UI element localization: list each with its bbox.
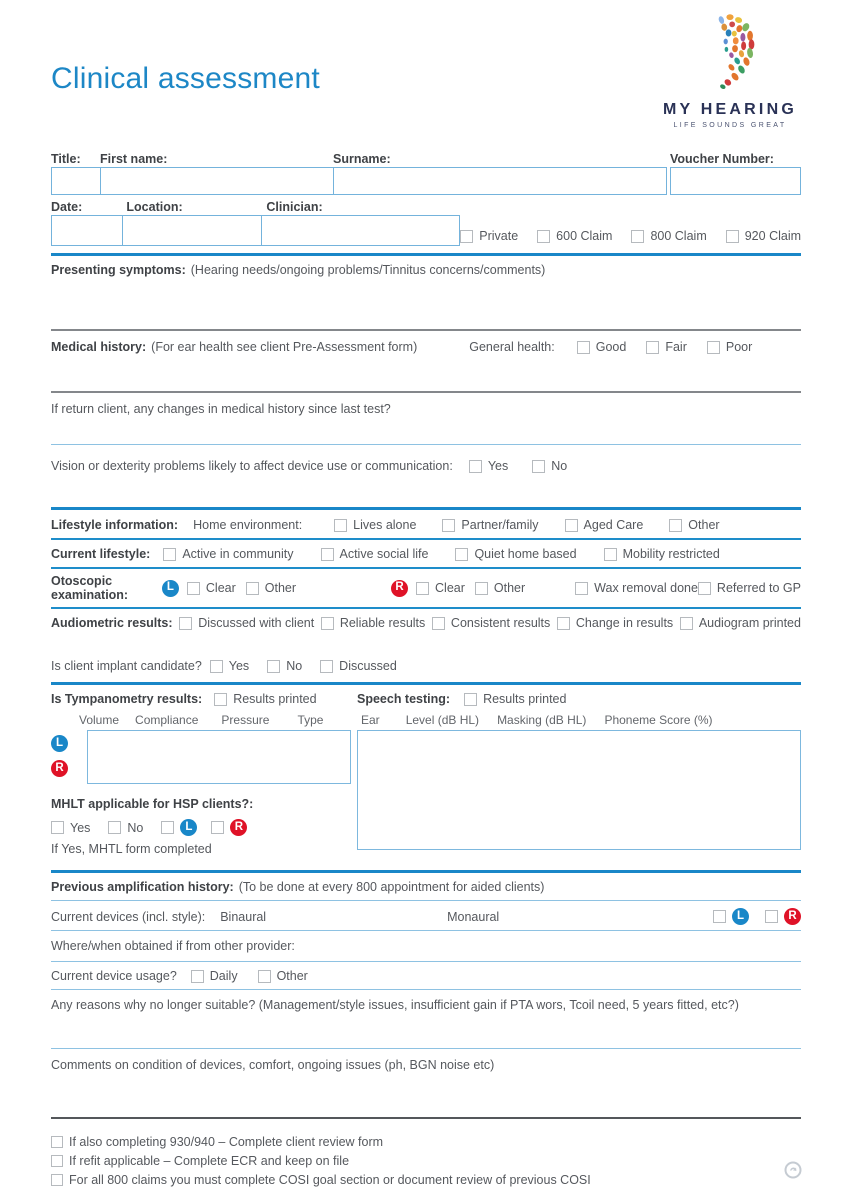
- section-divider: [51, 391, 801, 393]
- quiet-home-option[interactable]: [455, 547, 576, 561]
- page-title: Clinical assessment: [51, 62, 320, 95]
- consistent-results-label: Consistent results: [450, 616, 551, 630]
- footer-cosi-checkbox[interactable]: [51, 1174, 63, 1186]
- audiogram-printed-option[interactable]: [680, 616, 801, 630]
- claim-private-option[interactable]: [460, 229, 518, 243]
- where-obtained-label: Where/when obtained if from other provider:: [51, 939, 295, 953]
- otoscopic-left-clear-label: Clear: [205, 581, 236, 595]
- general-health-good-option[interactable]: [577, 340, 627, 354]
- claim-type-group: [460, 200, 801, 246]
- general-health-fair-option[interactable]: [646, 340, 687, 354]
- usage-daily-label: Daily: [209, 969, 238, 983]
- footer-refit-label: If refit applicable – Complete ECR and keep on file: [69, 1154, 350, 1168]
- discussed-client-option[interactable]: [179, 616, 314, 630]
- partner-family-label: Partner/family: [461, 518, 539, 532]
- phoneme-col-header: Phoneme Score (%): [604, 713, 713, 727]
- mhlt-left-checkbox[interactable]: [161, 821, 174, 834]
- section-divider: [51, 567, 801, 569]
- mhlt-yes-checkbox[interactable]: [51, 821, 64, 834]
- current-lifestyle-row: [51, 547, 801, 561]
- tympanometry-results-box[interactable]: [87, 730, 351, 784]
- mhlt-yes-option[interactable]: [51, 821, 90, 835]
- tympanometry-label: Is Tympanometry results:: [51, 692, 203, 706]
- medical-history-label: Medical history:: [51, 340, 147, 354]
- claim-920-label: 920 Claim: [744, 229, 802, 243]
- otoscopic-right-clear-checkbox[interactable]: [416, 582, 429, 595]
- speech-column: [357, 692, 801, 856]
- monaural-label: Monaural: [447, 909, 500, 924]
- voucher-label: Voucher Number:: [670, 152, 774, 166]
- amplification-label: Previous amplification history:: [51, 880, 234, 894]
- claim-600-checkbox[interactable]: [537, 230, 550, 243]
- tympanometry-header-row: [51, 692, 351, 706]
- tympanometry-columns-row: [51, 713, 351, 727]
- mhlt-no-checkbox[interactable]: [108, 821, 121, 834]
- vision-question: Vision or dexterity problems likely to affect device use or communication:: [51, 459, 453, 473]
- lifestyle-information-row: [51, 518, 801, 532]
- footer-930-940-option[interactable]: [51, 1135, 801, 1149]
- title-field: [51, 152, 101, 195]
- footer-refit-option[interactable]: [51, 1154, 801, 1168]
- pressure-col-header: Pressure: [221, 713, 270, 727]
- change-results-option[interactable]: [557, 616, 673, 630]
- footer-930-940-label: If also completing 930/940 – Complete client review form: [69, 1135, 384, 1149]
- first-name-input[interactable]: [100, 167, 334, 195]
- current-lifestyle-label: Current lifestyle:: [51, 547, 151, 561]
- claim-920-checkbox[interactable]: [726, 230, 739, 243]
- active-community-option[interactable]: [163, 547, 293, 561]
- vision-dexterity-row: [51, 459, 801, 473]
- active-social-checkbox[interactable]: [321, 548, 334, 561]
- claim-800-checkbox[interactable]: [631, 230, 644, 243]
- consistent-results-checkbox[interactable]: [432, 617, 445, 630]
- devices-left-option[interactable]: [713, 908, 749, 925]
- usage-daily-option[interactable]: [191, 969, 238, 983]
- active-social-label: Active social life: [339, 547, 429, 561]
- tymp-speech-section: [51, 692, 801, 856]
- devices-left-checkbox[interactable]: [713, 910, 726, 923]
- claim-600-option[interactable]: [537, 229, 612, 243]
- implant-candidate-row: [51, 659, 801, 673]
- footer-930-940-checkbox[interactable]: [51, 1136, 63, 1148]
- volume-col-header: Volume: [79, 713, 120, 727]
- form-header: [51, 0, 801, 152]
- location-label: Location:: [126, 200, 183, 214]
- otoscopic-left-other-checkbox[interactable]: [246, 582, 259, 595]
- section-divider: [51, 930, 801, 931]
- title-label: Title:: [51, 152, 81, 166]
- home-other-option[interactable]: [669, 518, 719, 532]
- private-label: Private: [479, 229, 519, 243]
- devices-right-ear-icon: R: [784, 908, 801, 925]
- partner-family-option[interactable]: [442, 518, 538, 532]
- reliable-results-label: Reliable results: [339, 616, 426, 630]
- wax-removal-label: Wax removal done: [594, 581, 698, 595]
- mhlt-right-option[interactable]: [211, 819, 247, 836]
- mobility-restricted-checkbox[interactable]: [604, 548, 617, 561]
- section-divider: [51, 253, 801, 256]
- active-community-label: Active in community: [182, 547, 294, 561]
- mhlt-right-checkbox[interactable]: [211, 821, 224, 834]
- change-results-checkbox[interactable]: [557, 617, 570, 630]
- tymp-results-printed-checkbox[interactable]: [214, 693, 227, 706]
- current-devices-row: [51, 908, 801, 925]
- location-field: [122, 200, 262, 246]
- otoscopic-left-clear-checkbox[interactable]: [187, 582, 200, 595]
- reliable-results-option[interactable]: [321, 616, 425, 630]
- referred-gp-label: Referred to GP: [716, 581, 801, 595]
- section-divider: [51, 507, 801, 510]
- implant-no-option[interactable]: [267, 659, 302, 673]
- audiometric-label: Audiometric results:: [51, 616, 173, 630]
- speech-label: Speech testing:: [357, 692, 451, 706]
- consistent-results-option[interactable]: [432, 616, 550, 630]
- amplification-header-row: [51, 880, 801, 894]
- clinician-input[interactable]: [261, 215, 460, 246]
- claim-800-option[interactable]: [631, 229, 706, 243]
- speech-columns-row: [357, 713, 801, 727]
- section-divider: [51, 329, 801, 331]
- audiogram-printed-label: Audiogram printed: [698, 616, 801, 630]
- devices-right-checkbox[interactable]: [765, 910, 778, 923]
- clinician-label: Clinician:: [266, 200, 323, 214]
- audiogram-printed-checkbox[interactable]: [680, 617, 693, 630]
- section-divider: [51, 870, 801, 873]
- identity-row-2: [51, 200, 801, 246]
- implant-discussed-label: Discussed: [339, 659, 397, 673]
- medical-history-hint: (For ear health see client Pre-Assessment form): [151, 340, 418, 354]
- voucher-field: [670, 152, 801, 195]
- home-environment-label: Home environment:: [193, 518, 303, 532]
- speech-results-box[interactable]: [357, 730, 801, 850]
- audiometric-row: [51, 616, 801, 630]
- mhlt-no-label: No: [127, 820, 144, 835]
- tymp-results-printed-option[interactable]: [214, 692, 316, 706]
- masking-col-header: Masking (dB HL): [497, 713, 587, 727]
- claim-920-option[interactable]: [726, 229, 801, 243]
- mhlt-right-ear-icon: R: [230, 819, 247, 836]
- poor-label: Poor: [725, 340, 753, 354]
- mhlt-left-option[interactable]: [161, 819, 197, 836]
- ear-col-header: Ear: [361, 713, 380, 727]
- otoscopic-row: [51, 574, 801, 602]
- implant-yes-option[interactable]: [210, 659, 249, 673]
- rotate-icon: [783, 1160, 803, 1180]
- medical-history-row: [51, 340, 801, 354]
- section-divider: [51, 961, 801, 962]
- otoscopic-left-other-label: Other: [264, 581, 297, 595]
- mhlt-label: MHLT applicable for HSP clients?:: [51, 797, 254, 811]
- voucher-input[interactable]: [670, 167, 801, 195]
- mhlt-note: If Yes, MHTL form completed: [51, 842, 212, 856]
- quiet-home-checkbox[interactable]: [455, 548, 468, 561]
- surname-field: [333, 152, 667, 195]
- home-other-checkbox[interactable]: [669, 519, 682, 532]
- left-ear-icon: L: [162, 580, 179, 597]
- active-community-checkbox[interactable]: [163, 548, 176, 561]
- mobility-restricted-label: Mobility restricted: [622, 547, 720, 561]
- fair-label: Fair: [665, 340, 687, 354]
- implant-no-checkbox[interactable]: [267, 660, 280, 673]
- hearing-swirl-icon: [687, 10, 773, 96]
- lifestyle-information-label: Lifestyle information:: [51, 518, 179, 532]
- implant-yes-label: Yes: [228, 659, 250, 673]
- comments-label: Comments on condition of devices, comfort, ongoing issues (ph, BGN noise etc): [51, 1058, 495, 1072]
- vision-yes-checkbox[interactable]: [469, 460, 482, 473]
- devices-right-option[interactable]: [765, 908, 801, 925]
- lives-alone-checkbox[interactable]: [334, 519, 347, 532]
- claim-800-label: 800 Claim: [650, 229, 707, 243]
- speech-results-printed-checkbox[interactable]: [464, 693, 477, 706]
- date-field: [51, 200, 123, 246]
- mhlt-no-option[interactable]: [108, 821, 143, 835]
- section-divider: [51, 538, 801, 540]
- level-col-header: Level (dB HL): [405, 713, 480, 727]
- section-divider: [51, 682, 801, 685]
- section-divider: [51, 1048, 801, 1049]
- implant-no-label: No: [286, 659, 303, 673]
- speech-results-printed-label: Results printed: [483, 692, 567, 706]
- wax-removal-checkbox[interactable]: [575, 582, 588, 595]
- identity-row-1: [51, 152, 801, 195]
- aged-care-label: Aged Care: [583, 518, 644, 532]
- usage-other-label: Other: [276, 969, 308, 983]
- section-divider: [51, 444, 801, 445]
- type-col-header: Type: [297, 713, 324, 727]
- binaural-label: Binaural: [220, 909, 267, 924]
- otoscopic-label: Otoscopic examination:: [51, 574, 129, 602]
- otoscopic-right-other-checkbox[interactable]: [475, 582, 488, 595]
- tymp-left-ear-icon: L: [51, 735, 68, 752]
- current-devices-label: Current devices (incl. style):: [51, 909, 206, 924]
- general-health-label: General health:: [469, 340, 555, 354]
- surname-input[interactable]: [333, 167, 667, 195]
- vision-yes-option[interactable]: [469, 459, 508, 473]
- presenting-symptoms-hint: (Hearing needs/ongoing problems/Tinnitus concerns/comments): [190, 263, 546, 277]
- otoscopic-right-other-option[interactable]: [475, 581, 525, 595]
- reliable-results-checkbox[interactable]: [321, 617, 334, 630]
- aged-care-checkbox[interactable]: [565, 519, 578, 532]
- section-divider: [51, 607, 801, 609]
- brand-logo: [655, 10, 805, 129]
- footer-checklist: [51, 1135, 801, 1187]
- speech-results-printed-option[interactable]: [464, 692, 566, 706]
- amplification-hint: (To be done at every 800 appointment for aided clients): [238, 880, 545, 894]
- title-input[interactable]: [51, 167, 101, 195]
- good-label: Good: [595, 340, 627, 354]
- vision-no-checkbox[interactable]: [532, 460, 545, 473]
- otoscopic-left-clear-option[interactable]: [187, 581, 236, 595]
- vision-no-option[interactable]: [532, 459, 567, 473]
- usage-other-checkbox[interactable]: [258, 970, 271, 983]
- mhlt-left-ear-icon: L: [180, 819, 197, 836]
- devices-left-ear-icon: L: [732, 908, 749, 925]
- date-input[interactable]: [51, 215, 123, 246]
- general-health-poor-option[interactable]: [707, 340, 752, 354]
- usage-label: Current device usage?: [51, 969, 177, 983]
- speech-header-row: [357, 692, 801, 706]
- lives-alone-label: Lives alone: [353, 518, 417, 532]
- presenting-symptoms-label: Presenting symptoms:: [51, 263, 186, 277]
- tympanometry-entry-row: [51, 730, 351, 784]
- otoscopic-left-other-option[interactable]: [246, 581, 296, 595]
- date-label: Date:: [51, 200, 83, 214]
- poor-checkbox[interactable]: [707, 341, 720, 354]
- surname-label: Surname:: [333, 152, 391, 166]
- implant-discussed-checkbox[interactable]: [320, 660, 333, 673]
- section-divider: [51, 989, 801, 990]
- aged-care-option[interactable]: [565, 518, 644, 532]
- referred-gp-option[interactable]: [698, 581, 801, 595]
- device-usage-row: [51, 969, 801, 983]
- change-results-label: Change in results: [575, 616, 674, 630]
- mhlt-yes-label: Yes: [70, 820, 91, 835]
- discussed-client-checkbox[interactable]: [179, 617, 192, 630]
- footer-refit-checkbox[interactable]: [51, 1155, 63, 1167]
- home-other-label: Other: [688, 518, 720, 532]
- fair-checkbox[interactable]: [646, 341, 659, 354]
- reasons-label: Any reasons why no longer suitable? (Management/style issues, insufficient gain if PTA wors, Tcoil need, 5 years fitted, etc?): [51, 998, 739, 1012]
- location-input[interactable]: [122, 215, 262, 246]
- usage-other-option[interactable]: [258, 969, 308, 983]
- brand-tagline: LIFE SOUNDS GREAT: [673, 122, 787, 129]
- footer-cosi-label: For all 800 claims you must complete COSI goal section or document review of previous COSI: [69, 1173, 591, 1187]
- first-name-field: [100, 152, 334, 195]
- discussed-client-label: Discussed with client: [198, 616, 315, 630]
- implant-question: Is client implant candidate?: [51, 659, 202, 673]
- footer-cosi-option[interactable]: [51, 1173, 801, 1187]
- presenting-symptoms-row: [51, 263, 801, 277]
- tympanometry-column: [51, 692, 351, 856]
- tymp-results-printed-label: Results printed: [233, 692, 317, 706]
- tymp-right-ear-icon: R: [51, 760, 68, 777]
- section-divider: [51, 1117, 801, 1119]
- quiet-home-label: Quiet home based: [474, 547, 577, 561]
- referred-gp-checkbox[interactable]: [698, 582, 711, 595]
- implant-discussed-option[interactable]: [320, 659, 397, 673]
- usage-daily-checkbox[interactable]: [191, 970, 204, 983]
- vision-yes-label: Yes: [487, 459, 509, 473]
- otoscopic-right-other-label: Other: [493, 581, 526, 595]
- mhlt-options-row: [51, 819, 351, 836]
- tymp-ear-icons: [51, 730, 87, 784]
- clinician-field: [261, 200, 460, 246]
- lives-alone-option[interactable]: [334, 518, 416, 532]
- partner-family-checkbox[interactable]: [442, 519, 455, 532]
- claim-600-label: 600 Claim: [556, 229, 613, 243]
- brand-name: MY HEARING: [663, 101, 797, 118]
- implant-yes-checkbox[interactable]: [210, 660, 223, 673]
- section-divider: [51, 900, 801, 901]
- private-checkbox[interactable]: [460, 230, 473, 243]
- otoscopic-right-clear-option[interactable]: [416, 581, 465, 595]
- vision-no-label: No: [551, 459, 568, 473]
- compliance-col-header: Compliance: [135, 713, 199, 727]
- mobility-restricted-option[interactable]: [604, 547, 720, 561]
- otoscopic-right-clear-label: Clear: [435, 581, 465, 595]
- return-client-question: If return client, any changes in medical history since last test?: [51, 402, 391, 416]
- good-checkbox[interactable]: [577, 341, 590, 354]
- wax-removal-option[interactable]: [575, 581, 698, 595]
- right-ear-icon: R: [391, 580, 408, 597]
- first-name-label: First name:: [100, 152, 168, 166]
- active-social-option[interactable]: [321, 547, 429, 561]
